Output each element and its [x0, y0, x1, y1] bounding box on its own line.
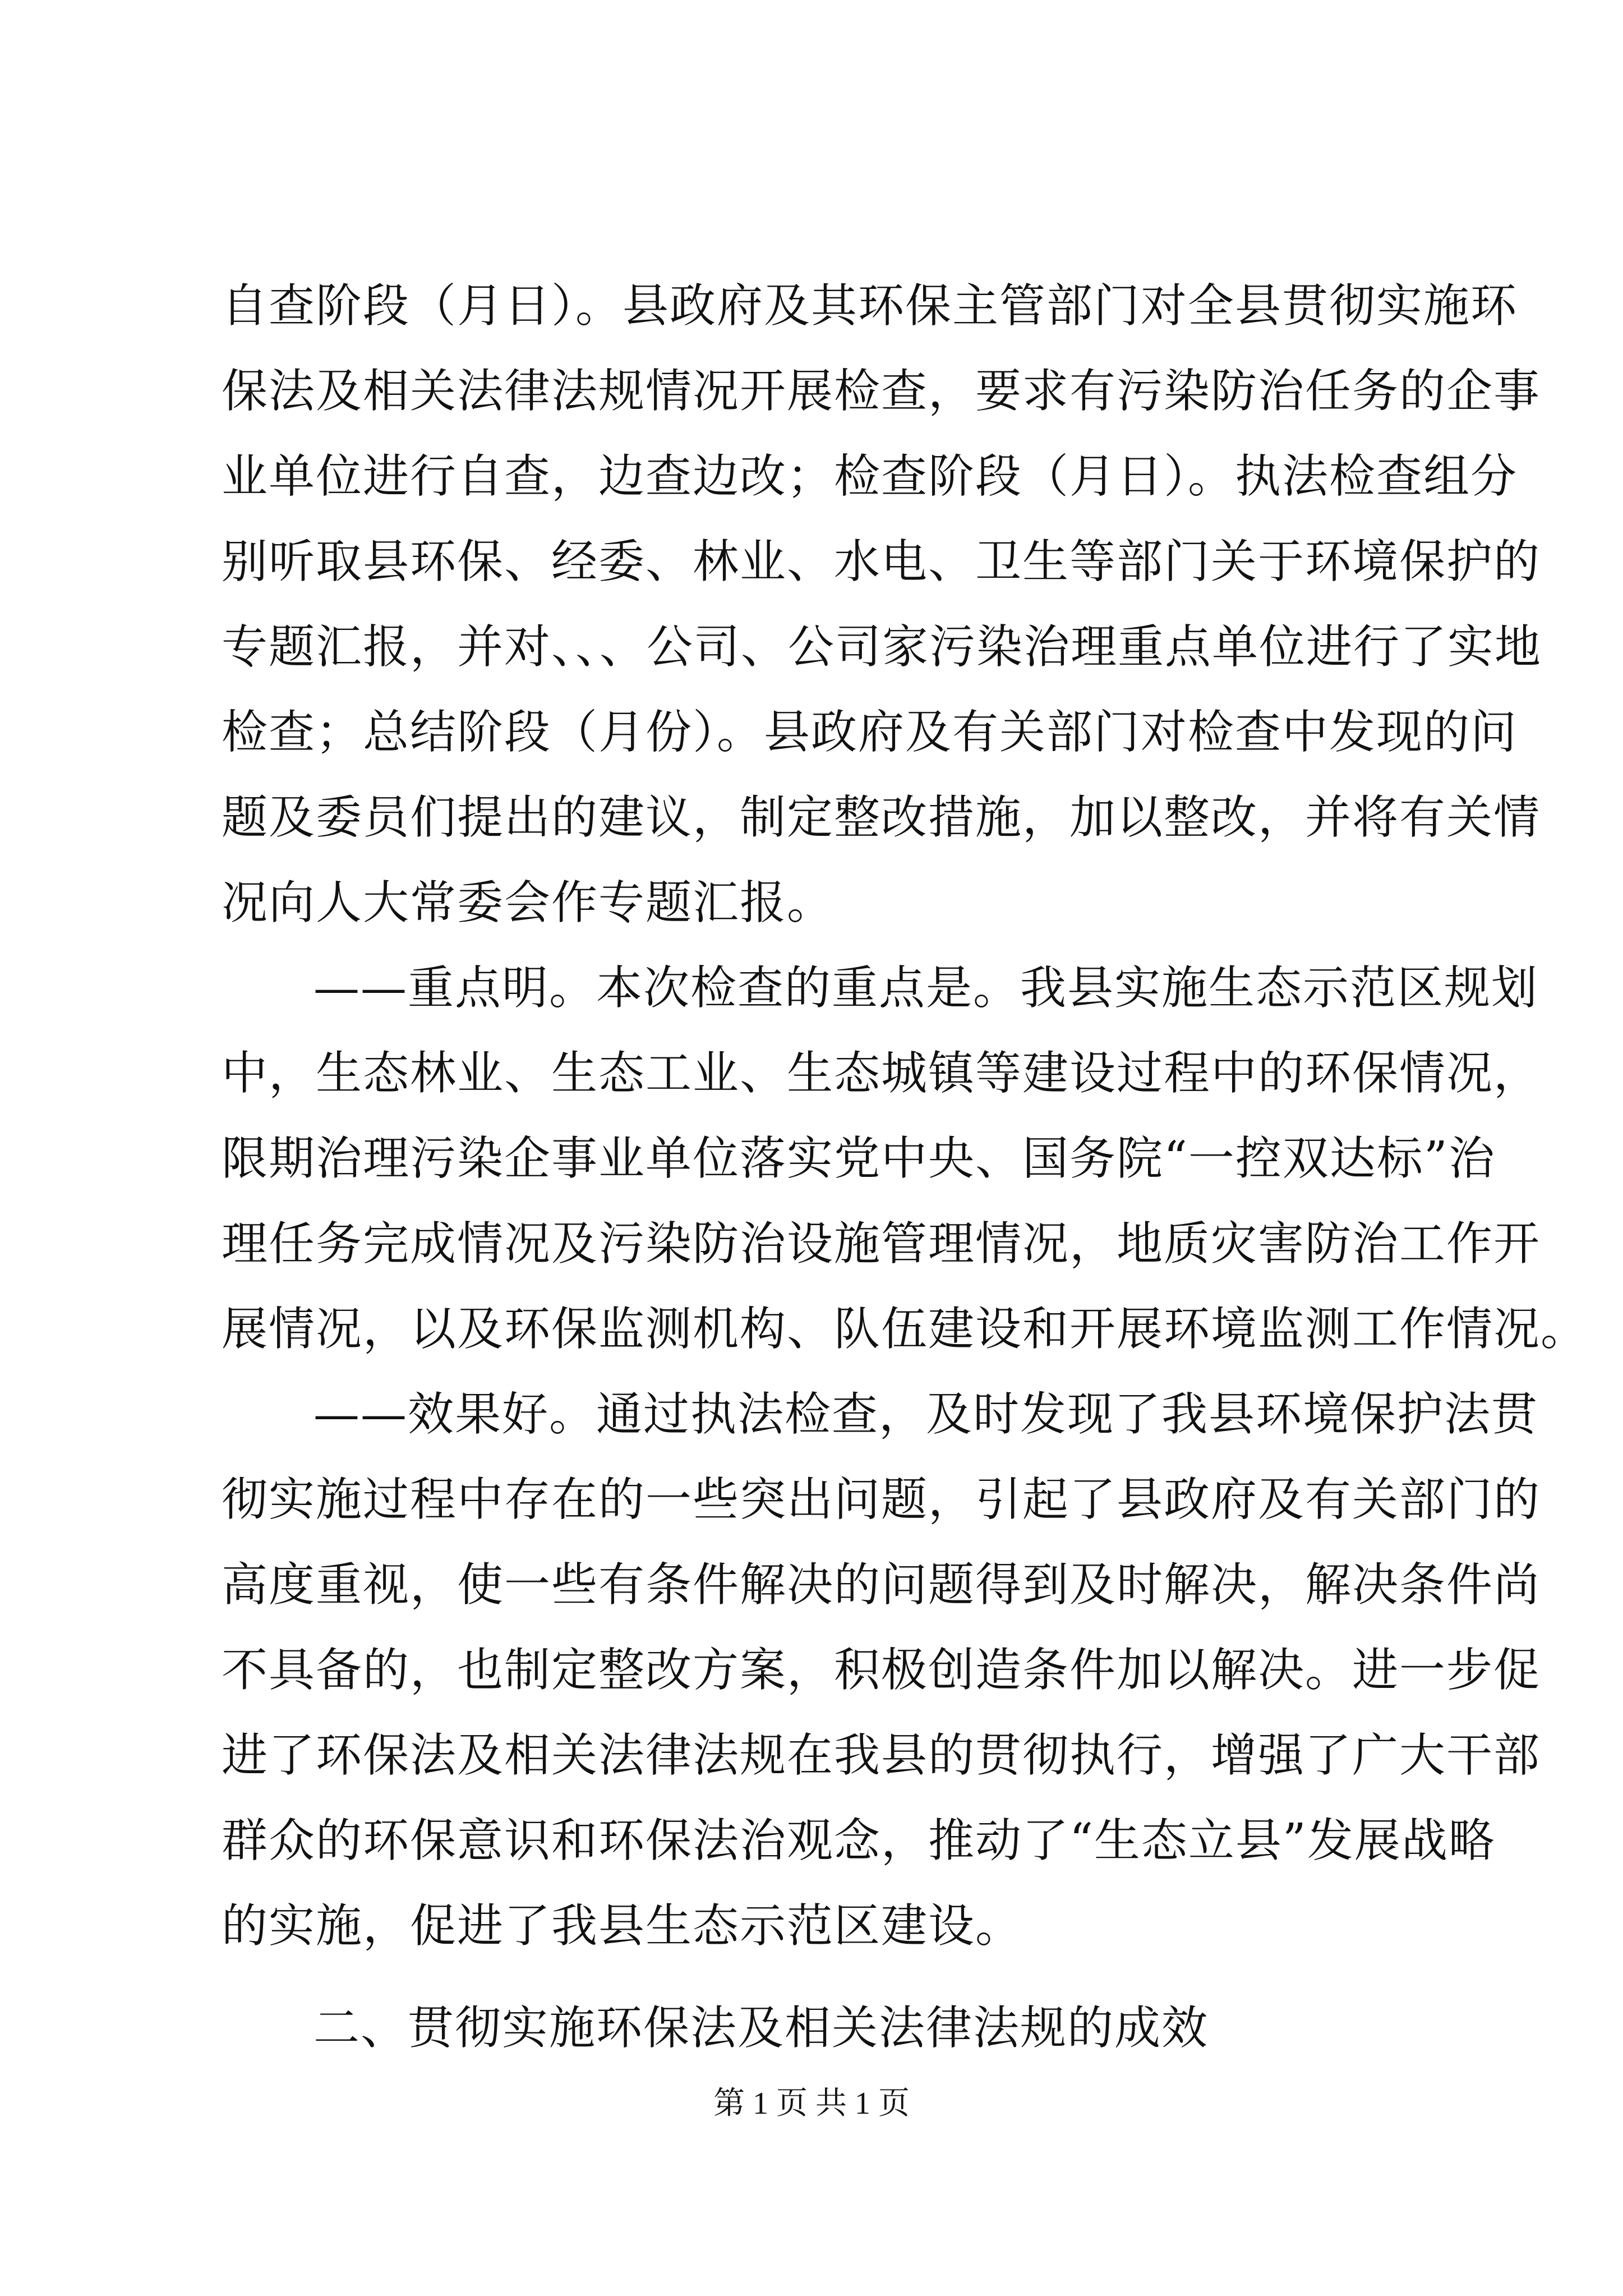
text-line: 业单位进行自查，边查边改；检查阶段（月日）。执法检查组分	[222, 450, 1518, 503]
text-line: 高度重视，使一些有条件解决的问题得到及时解决，解决条件尚	[222, 1558, 1541, 1612]
text-line: 中，生态林业、生态工业、生态城镇等建设过程中的环保情况，	[222, 1047, 1541, 1100]
document-body	[222, 264, 1588, 2079]
text-line: 检查；总结阶段（月份）。县政府及有关部门对检查中发现的问	[222, 706, 1518, 759]
text-line: 彻实施过程中存在的一些突出问题，引起了县政府及有关部门的	[222, 1473, 1541, 1526]
text-line: 况向人大常委会作专题汇报。	[222, 876, 834, 930]
paragraph-2	[222, 946, 1588, 1372]
text-line: 保法及相关法律法规情况开展检查，要求有污染防治任务的企事	[222, 365, 1541, 418]
text-line: ——效果好。通过执法检查，及时发现了我县环境保护法贯	[313, 1388, 1539, 1441]
text-line: 专题汇报，并对、、、公司、公司家污染治理重点单位进行了实地	[222, 620, 1542, 674]
page-number-label: 第 1 页 共 1 页	[713, 2086, 910, 2121]
section-heading: 二、贯彻实施环保法及相关法律法规的成效	[313, 2001, 1209, 2055]
text-line: 进了环保法及相关法律法规在我县的贯彻执行，增强了广大干部	[222, 1729, 1541, 1782]
text-line: 自查阶段（月日）。县政府及其环保主管部门对全县贯彻实施环	[222, 279, 1518, 333]
text-line: 群众的环保意识和环保法治观念，推动了“生态立县”发展战略	[222, 1814, 1496, 1867]
paragraph-3	[222, 1372, 1541, 1969]
text-line: 限期治理污染企事业单位落实党中央、国务院“一控双达标”治	[222, 1132, 1496, 1185]
text-line: 别听取县环保、经委、林业、水电、卫生等部门关于环境保护的	[222, 535, 1541, 588]
text-line: 不具备的，也制定整改方案，积极创造条件加以解决。进一步促	[222, 1644, 1541, 1697]
page-footer	[0, 2084, 1623, 2123]
text-line: ——重点明。本次检查的重点是。我县实施生态示范区规划	[313, 961, 1539, 1015]
text-line: 题及委员们提出的建议，制定整改措施，加以整改，并将有关情	[222, 791, 1541, 844]
paragraph-1	[222, 264, 1542, 946]
text-line: 理任务完成情况及污染防治设施管理情况，地质灾害防治工作开	[222, 1217, 1541, 1271]
text-line: 展情况，以及环保监测机构、队伍建设和开展环境监测工作情况。	[222, 1303, 1588, 1356]
text-line: 的实施，促进了我县生态示范区建设。	[222, 1899, 1023, 1953]
